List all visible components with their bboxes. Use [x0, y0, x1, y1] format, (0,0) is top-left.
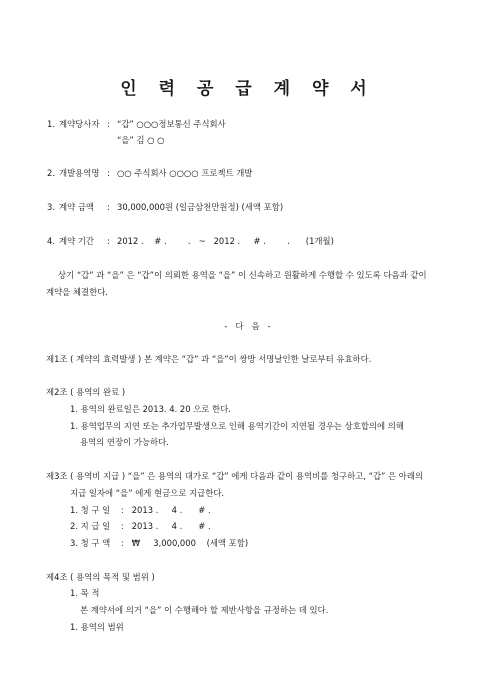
article-2-heading: 제2조 ( 용역의 완료 ) [46, 387, 126, 397]
amount-value: 30,000,000원 (일금삼천만원정) (세액 포함) [117, 202, 284, 212]
article-4-item-1-text: 본 계약서에 의거 “을” 이 수행해야 할 제반사항을 규정하는 데 있다. [80, 605, 329, 615]
parties-label: 계약당사자 [59, 119, 100, 129]
period-number: 4. [47, 236, 55, 246]
amount-colon: : [107, 202, 110, 212]
parties-number: 1. [47, 119, 55, 129]
project-number: 2. [47, 168, 55, 178]
amount-label: 계약 금액 [59, 202, 95, 212]
period-value: 2012 . # . . ~ 2012 . # . . (1개월) [117, 236, 334, 246]
amount-number: 3. [47, 202, 55, 212]
article-3-line-2: 지급 일자에 “을” 에게 현금으로 지급한다. [70, 488, 225, 498]
article-4-heading: 제4조 ( 용역의 목적 및 범위 ) [46, 572, 155, 582]
article-3-line-1: 제3조 ( 용역비 지급 ) “을” 은 용역의 대가로 “갑” 에게 다음과 같이 용역비를 청구하고, “갑” 은 아래의 [46, 471, 424, 481]
intro-line-2: 계약을 체결한다. [46, 287, 108, 297]
article-2-item-1: 1. 용역의 완료일은 2013. 4. 20 으로 한다. [70, 404, 231, 414]
parties-colon: : [107, 119, 110, 129]
article-1: 제1조 ( 계약의 효력발생 ) 본 계약은 “갑” 과 “을”이 쌍방 서명날인한 날로부터 유효하다. [46, 354, 372, 364]
intro-line-1: 상기 “갑” 과 “을” 은 “갑”이 의뢰한 용역을 “을” 이 신속하고 원활하게 수행할 수 있도록 다음과 같이 [58, 270, 427, 280]
project-value: ○○ 주식회사 ○○○○ 프로젝트 개발 [117, 168, 253, 178]
period-label: 계약 기간 [59, 236, 95, 246]
article-2-item-2-line-1: 1. 용역업무의 지연 또는 추가업무발생으로 인해 용역기간이 지연될 경우는 상호합의에 의해 [70, 421, 404, 431]
article-3-item-3: 3. 청 구 액 : ₩ 3,000,000 (세액 포함) [70, 538, 249, 548]
document-title: 인 력 공 급 계 약 서 [120, 79, 375, 99]
article-2-item-2-line-2: 용역의 연장이 가능하다. [80, 437, 169, 447]
article-4-item-1: 1. 목 적 [70, 588, 100, 598]
period-colon: : [107, 236, 110, 246]
section-separator: - 다 음 - [224, 321, 271, 331]
article-4-item-2: 1. 용역의 범위 [70, 622, 124, 632]
article-3-item-1: 1. 청 구 일 : 2013 . 4 . # . [70, 505, 211, 515]
project-label: 개발용역명 [59, 168, 100, 178]
article-3-item-2: 2. 지 급 일 : 2013 . 4 . # . [70, 521, 211, 531]
project-colon: : [107, 168, 110, 178]
party-gap: “갑” ○○○정보통신 주식회사 [117, 119, 226, 129]
party-eul: “을” 김 ○ ○ [117, 135, 165, 145]
